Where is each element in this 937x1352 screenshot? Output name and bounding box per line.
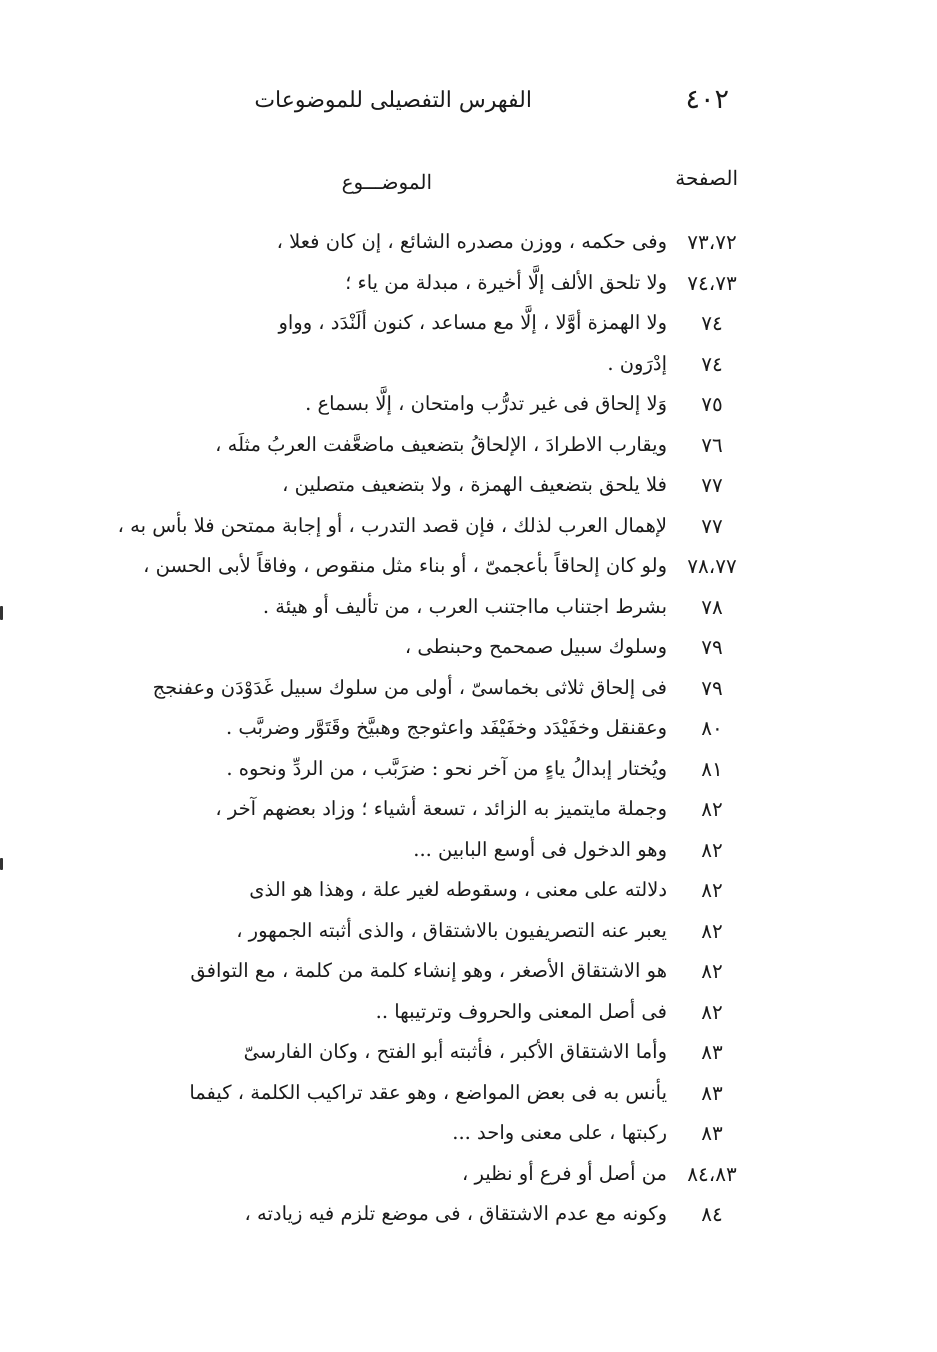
- entry-pages: ٧٦: [701, 432, 723, 457]
- entry-text: ويُختار إبدالُ ياءٍ من آخر نحو : ضرَبَّب ، من الردِّ ونحوه .: [226, 756, 667, 780]
- index-entry: [27, 951, 747, 992]
- entry-pages: ٨٣: [701, 1040, 723, 1064]
- entry-pages: ٧٤: [701, 311, 723, 335]
- index-entry: [27, 992, 747, 1033]
- entry-pages: ٧٥: [701, 392, 723, 416]
- entry-pages: ٨٤،٨٣: [687, 1161, 737, 1186]
- index-entry: [27, 384, 747, 425]
- index-entry: [27, 1194, 747, 1235]
- entry-pages: ٧٧: [701, 473, 723, 497]
- entry-text: وكونه مع عدم الاشتقاق ، فى موضع تلزم فيه زيادته ،: [244, 1202, 667, 1225]
- index-entry: [27, 465, 747, 506]
- entry-pages: ٧٨،٧٧: [687, 554, 737, 578]
- entry-pages: ٧٤: [701, 351, 723, 376]
- entry-text: وفى حكمه ، ووزن مصدره الشائع ، إن كان فعلا ،: [276, 230, 667, 253]
- entry-pages: ٨٢: [701, 999, 723, 1024]
- entry-text: دلالته على معنى ، وسقوطه لغير علة ، وهذا هو الذى: [249, 878, 667, 901]
- entry-text: يأنس به فى بعض المواضع ، وهو عقد تراكيب الكلمة ، كيفما: [189, 1080, 667, 1104]
- column-header-topic: الموضـــوع: [341, 170, 432, 194]
- entry-text: فى أصل المعنى والحروف وترتيبها ..: [375, 999, 667, 1023]
- entry-pages: ٨٢: [701, 918, 723, 943]
- entry-pages: ٧٨: [701, 594, 723, 619]
- entry-pages: ٧٩: [701, 635, 723, 659]
- entry-pages: ٧٩: [701, 675, 723, 700]
- entry-text: وَلا إلحاق فى غير تدرُّب وامتحان ، إلَّا بسماع .: [305, 392, 667, 415]
- entry-text: هو الاشتقاق الأصغر ، وهو إنشاء كلمة من كلمة ، مع التوافق: [190, 959, 667, 982]
- column-header-page: الصفحة: [675, 166, 738, 190]
- entry-pages: ٨٣: [701, 1121, 723, 1145]
- index-entry: [27, 911, 747, 952]
- entry-pages: ٨٤: [701, 1202, 723, 1226]
- entry-pages: ٨٠: [701, 716, 723, 740]
- index-entry: [27, 425, 747, 466]
- entry-text: فلا يلحق بتضعيف الهمزة ، ولا بتضعيف متصلين ،: [282, 473, 667, 496]
- index-entry: [27, 1154, 747, 1195]
- entry-pages: ٨١: [701, 756, 723, 781]
- entry-pages: ٨٢: [701, 878, 723, 902]
- entry-text: ولا تلحق الألف إلَّا أخيرة ، مبدلة من ياء ؛: [345, 270, 667, 294]
- entry-pages: ٧٤،٧٣: [687, 270, 737, 295]
- page-number: ٤٠٢: [685, 84, 729, 115]
- entry-pages: ٧٧: [701, 513, 723, 538]
- entry-pages: ٨٢: [701, 837, 723, 862]
- entry-text: وعقنقل وخفَيْدَد وخفَيْفَد واعثوجج وهبيَّخ وقَتَوَّر وضربَّب .: [225, 716, 667, 739]
- entry-text: يعبر عنه التصريفيون بالاشتقاق ، والذى أثبته الجمهور ،: [236, 918, 667, 942]
- entry-text: ولو كان إلحاقاً بأعجمىّ ، أو بناء مثل منقوص ، وفاقاً لأبى الحسن ،: [143, 554, 667, 577]
- entry-text: من أصل أو فرع أو نظير ،: [462, 1161, 667, 1185]
- entry-text: بشرط اجتناب مااجتنب العرب ، من تأليف أو هيئة .: [262, 594, 667, 618]
- entry-text: لإهمال العرب لذلك ، فإن قصد التدرب ، أو إجابة ممتحن فلا بأس به ،: [117, 513, 667, 537]
- index-entry: [27, 506, 747, 547]
- entry-text: وجملة مايتميز به الزائد ، تسعة أشياء ؛ وزاد بعضهم آخر ،: [215, 797, 667, 820]
- entry-text: وسلوك سبيل صمحمح وحبنطى ،: [404, 635, 667, 658]
- index-entry: [27, 1073, 747, 1114]
- index-entry: [27, 668, 747, 709]
- margin-mark: [0, 606, 3, 620]
- entry-pages: ٧٣،٧٢: [687, 230, 737, 254]
- entry-text: ويقارب الاطرادَ ، الإلحاقُ بتضعيف ماضعَّفت العربُ مثلَه ،: [215, 432, 667, 456]
- index-entry: [27, 708, 747, 749]
- index-entry: [27, 303, 747, 344]
- entry-pages: ٨٣: [701, 1080, 723, 1105]
- entry-pages: ٨٢: [701, 959, 723, 983]
- index-entry: [27, 546, 747, 587]
- margin-mark: [0, 858, 3, 870]
- entry-text: ولا الهمزة أوَّلا ، إلَّا مع مساعد ، كنون ألَنْدَد ، وواو: [278, 311, 667, 334]
- index-entry: [27, 870, 747, 911]
- entry-text: وهو الدخول فى أوسع البابين ...: [413, 837, 667, 861]
- entry-text: فى إلحاق ثلاثى بخماسىّ ، أولى من سلوك سبيل غَدَوْدَن وعفنجج: [152, 675, 667, 699]
- index-entry: [27, 1032, 747, 1073]
- running-title: الفهرس التفصيلى للموضوعات: [254, 88, 532, 113]
- index-entry: [27, 627, 747, 668]
- entry-text: إدْرَون .: [607, 351, 667, 375]
- index-entry: [27, 587, 747, 628]
- index-entry: [27, 222, 747, 263]
- entry-pages: ٨٢: [701, 797, 723, 821]
- index-entries: [27, 222, 747, 1235]
- entry-text: وأما الاشتقاق الأكبر ، فأثبته أبو الفتح ، وكان الفارسىّ: [243, 1040, 667, 1063]
- index-entry: [27, 263, 747, 304]
- index-entry: [27, 789, 747, 830]
- index-entry: [27, 749, 747, 790]
- index-entry: [27, 344, 747, 385]
- index-entry: [27, 830, 747, 871]
- entry-text: ركبتها ، على معنى واحد ...: [452, 1121, 667, 1144]
- index-entry: [27, 1113, 747, 1154]
